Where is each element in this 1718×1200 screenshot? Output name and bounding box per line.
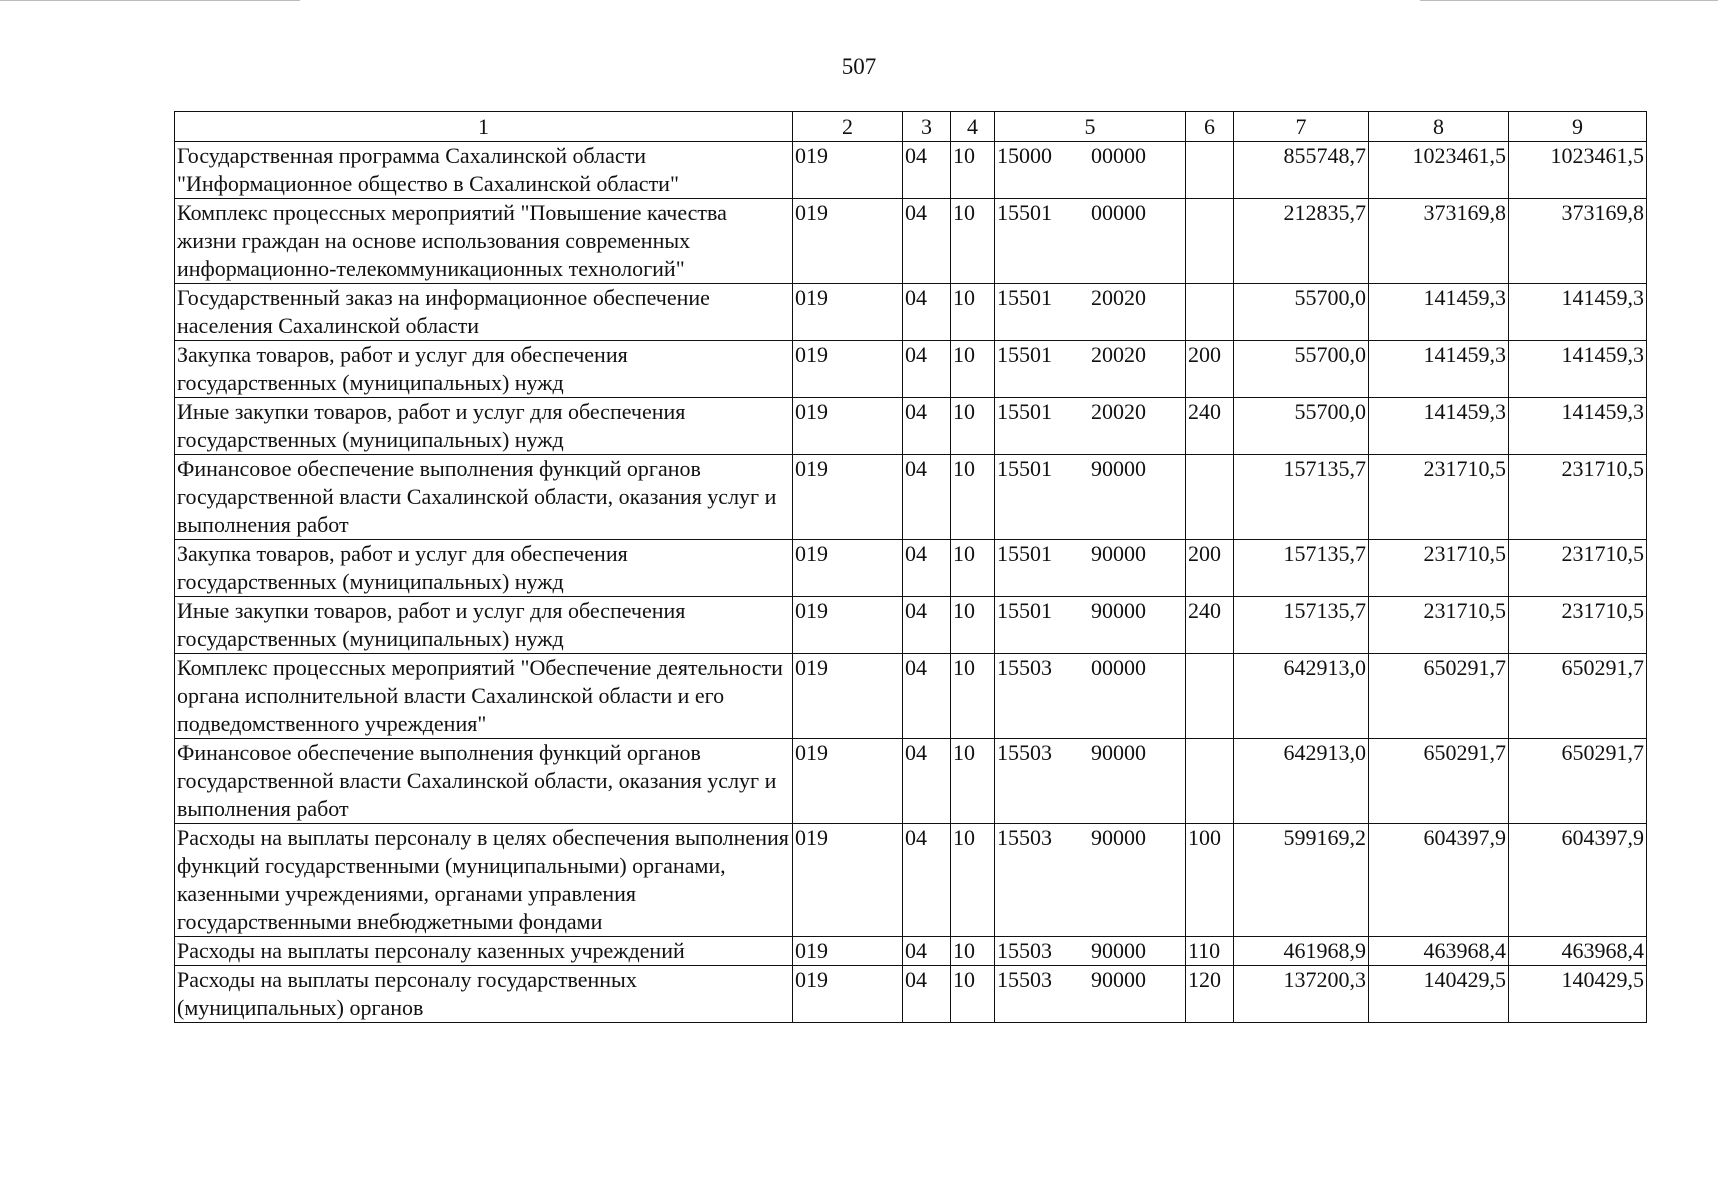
subsection-code: 10 [951,455,995,540]
grbs-code: 019 [793,739,903,824]
direction-code: 20020 [1091,285,1146,310]
table-row [175,966,1647,1023]
grbs-code: 019 [793,398,903,455]
target-article-code [995,739,1186,824]
expense-type-code [1186,284,1234,341]
expense-name: Государственный заказ на информационное обеспечение населения Сахалинской области [175,284,793,341]
amount-col8: 231710,5 [1369,455,1509,540]
target-article-code [995,398,1186,455]
direction-code: 90000 [1091,825,1146,850]
section-code: 04 [903,455,951,540]
amount-col7: 212835,7 [1234,199,1369,284]
expense-name: Финансовое обеспечение выполнения функций органов государственной власти Сахалинской области, оказания услуг и выполнения работ [175,455,793,540]
subsection-code: 10 [951,341,995,398]
expense-type-code: 240 [1186,597,1234,654]
program-code: 15000 [997,143,1052,168]
grbs-code: 019 [793,597,903,654]
subsection-code: 10 [951,966,995,1023]
amount-col9: 650291,7 [1509,739,1647,824]
amount-col7: 157135,7 [1234,455,1369,540]
amount-col9: 231710,5 [1509,540,1647,597]
column-header: 9 [1509,112,1647,142]
direction-code: 90000 [1091,938,1146,963]
amount-col9: 141459,3 [1509,398,1647,455]
direction-code: 90000 [1091,740,1146,765]
scan-edge-left [0,0,300,1]
section-code: 04 [903,540,951,597]
direction-code: 00000 [1091,143,1146,168]
column-header: 4 [951,112,995,142]
amount-col7: 642913,0 [1234,654,1369,739]
amount-col7: 55700,0 [1234,398,1369,455]
amount-col8: 373169,8 [1369,199,1509,284]
expense-type-code [1186,654,1234,739]
grbs-code: 019 [793,654,903,739]
amount-col7: 599169,2 [1234,824,1369,937]
amount-col9: 141459,3 [1509,341,1647,398]
target-article-code [995,341,1186,398]
amount-col8: 604397,9 [1369,824,1509,937]
grbs-code: 019 [793,199,903,284]
column-header: 8 [1369,112,1509,142]
amount-col9: 373169,8 [1509,199,1647,284]
subsection-code: 10 [951,142,995,199]
amount-col8: 463968,4 [1369,937,1509,966]
table-row [175,455,1647,540]
amount-col7: 157135,7 [1234,597,1369,654]
target-article-code [995,540,1186,597]
subsection-code: 10 [951,199,995,284]
amount-col7: 642913,0 [1234,739,1369,824]
grbs-code: 019 [793,966,903,1023]
expense-type-code: 200 [1186,341,1234,398]
amount-col7: 55700,0 [1234,341,1369,398]
expense-name: Расходы на выплаты персоналу государственных (муниципальных) органов [175,966,793,1023]
budget-table [174,111,1647,1023]
grbs-code: 019 [793,540,903,597]
table-row [175,654,1647,739]
amount-col8: 650291,7 [1369,739,1509,824]
header-row [175,112,1647,142]
section-code: 04 [903,199,951,284]
program-code: 15501 [997,541,1052,566]
amount-col7: 461968,9 [1234,937,1369,966]
direction-code: 90000 [1091,541,1146,566]
expense-name: Закупка товаров, работ и услуг для обеспечения государственных (муниципальных) нужд [175,341,793,398]
table-row [175,341,1647,398]
table-row [175,824,1647,937]
section-code: 04 [903,937,951,966]
amount-col9: 1023461,5 [1509,142,1647,199]
amount-col9: 604397,9 [1509,824,1647,937]
expense-name: Закупка товаров, работ и услуг для обеспечения государственных (муниципальных) нужд [175,540,793,597]
expense-name: Иные закупки товаров, работ и услуг для обеспечения государственных (муниципальных) нужд [175,597,793,654]
amount-col8: 231710,5 [1369,540,1509,597]
amount-col8: 140429,5 [1369,966,1509,1023]
amount-col9: 463968,4 [1509,937,1647,966]
section-code: 04 [903,824,951,937]
column-header: 2 [793,112,903,142]
amount-col8: 141459,3 [1369,341,1509,398]
section-code: 04 [903,739,951,824]
direction-code: 00000 [1091,200,1146,225]
target-article-code [995,937,1186,966]
amount-col7: 55700,0 [1234,284,1369,341]
expense-type-code [1186,739,1234,824]
subsection-code: 10 [951,398,995,455]
target-article-code [995,597,1186,654]
table-row [175,540,1647,597]
expense-type-code [1186,142,1234,199]
expense-type-code: 200 [1186,540,1234,597]
section-code: 04 [903,142,951,199]
program-code: 15503 [997,740,1052,765]
expense-name: Комплекс процессных мероприятий "Повышение качества жизни граждан на основе использования современных информационно-телекоммуникационных технологий" [175,199,793,284]
direction-code: 20020 [1091,342,1146,367]
page-number: 507 [841,54,877,79]
expense-type-code: 240 [1186,398,1234,455]
grbs-code: 019 [793,937,903,966]
amount-col9: 141459,3 [1509,284,1647,341]
program-code: 15501 [997,399,1052,424]
expense-name: Расходы на выплаты персоналу казенных учреждений [175,937,793,966]
program-code: 15501 [997,200,1052,225]
table-row [175,142,1647,199]
amount-col7: 157135,7 [1234,540,1369,597]
subsection-code: 10 [951,937,995,966]
column-header: 5 [995,112,1186,142]
amount-col9: 650291,7 [1509,654,1647,739]
section-code: 04 [903,284,951,341]
scan-edge-right [1420,0,1718,1]
direction-code: 90000 [1091,967,1146,992]
expense-name: Комплекс процессных мероприятий "Обеспечение деятельности органа исполнительной власти Сахалинской области и его подведомственного учреждения" [175,654,793,739]
expense-type-code [1186,455,1234,540]
target-article-code [995,824,1186,937]
target-article-code [995,654,1186,739]
amount-col9: 231710,5 [1509,597,1647,654]
target-article-code [995,284,1186,341]
subsection-code: 10 [951,824,995,937]
expense-name: Финансовое обеспечение выполнения функций органов государственной власти Сахалинской области, оказания услуг и выполнения работ [175,739,793,824]
expense-type-code: 120 [1186,966,1234,1023]
target-article-code [995,455,1186,540]
program-code: 15501 [997,285,1052,310]
program-code: 15503 [997,825,1052,850]
program-code: 15501 [997,598,1052,623]
direction-code: 00000 [1091,655,1146,680]
grbs-code: 019 [793,455,903,540]
section-code: 04 [903,341,951,398]
amount-col8: 1023461,5 [1369,142,1509,199]
direction-code: 90000 [1091,598,1146,623]
target-article-code [995,142,1186,199]
amount-col8: 141459,3 [1369,284,1509,341]
grbs-code: 019 [793,284,903,341]
target-article-code [995,966,1186,1023]
amount-col8: 650291,7 [1369,654,1509,739]
direction-code: 90000 [1091,456,1146,481]
table-row [175,199,1647,284]
section-code: 04 [903,398,951,455]
amount-col8: 141459,3 [1369,398,1509,455]
amount-col8: 231710,5 [1369,597,1509,654]
subsection-code: 10 [951,540,995,597]
program-code: 15501 [997,456,1052,481]
expense-name: Расходы на выплаты персоналу в целях обеспечения выполнения функций государственными (муниципальными) органами, казенными учреждениями, органами управления государственными внебюджетными фондами [175,824,793,937]
subsection-code: 10 [951,654,995,739]
table-row [175,597,1647,654]
subsection-code: 10 [951,284,995,341]
section-code: 04 [903,597,951,654]
expense-name: Иные закупки товаров, работ и услуг для обеспечения государственных (муниципальных) нужд [175,398,793,455]
table-row [175,739,1647,824]
program-code: 15503 [997,938,1052,963]
grbs-code: 019 [793,142,903,199]
expense-type-code: 100 [1186,824,1234,937]
expense-name: Государственная программа Сахалинской области "Информационное общество в Сахалинской области" [175,142,793,199]
target-article-code [995,199,1186,284]
column-header: 6 [1186,112,1234,142]
amount-col9: 231710,5 [1509,455,1647,540]
program-code: 15503 [997,655,1052,680]
table-row [175,398,1647,455]
program-code: 15501 [997,342,1052,367]
expense-type-code: 110 [1186,937,1234,966]
table-row [175,284,1647,341]
section-code: 04 [903,966,951,1023]
table-row [175,937,1647,966]
amount-col7: 855748,7 [1234,142,1369,199]
grbs-code: 019 [793,824,903,937]
amount-col9: 140429,5 [1509,966,1647,1023]
expense-type-code [1186,199,1234,284]
grbs-code: 019 [793,341,903,398]
section-code: 04 [903,654,951,739]
program-code: 15503 [997,967,1052,992]
subsection-code: 10 [951,739,995,824]
column-header: 3 [903,112,951,142]
column-header: 7 [1234,112,1369,142]
amount-col7: 137200,3 [1234,966,1369,1023]
subsection-code: 10 [951,597,995,654]
column-header: 1 [175,112,793,142]
direction-code: 20020 [1091,399,1146,424]
